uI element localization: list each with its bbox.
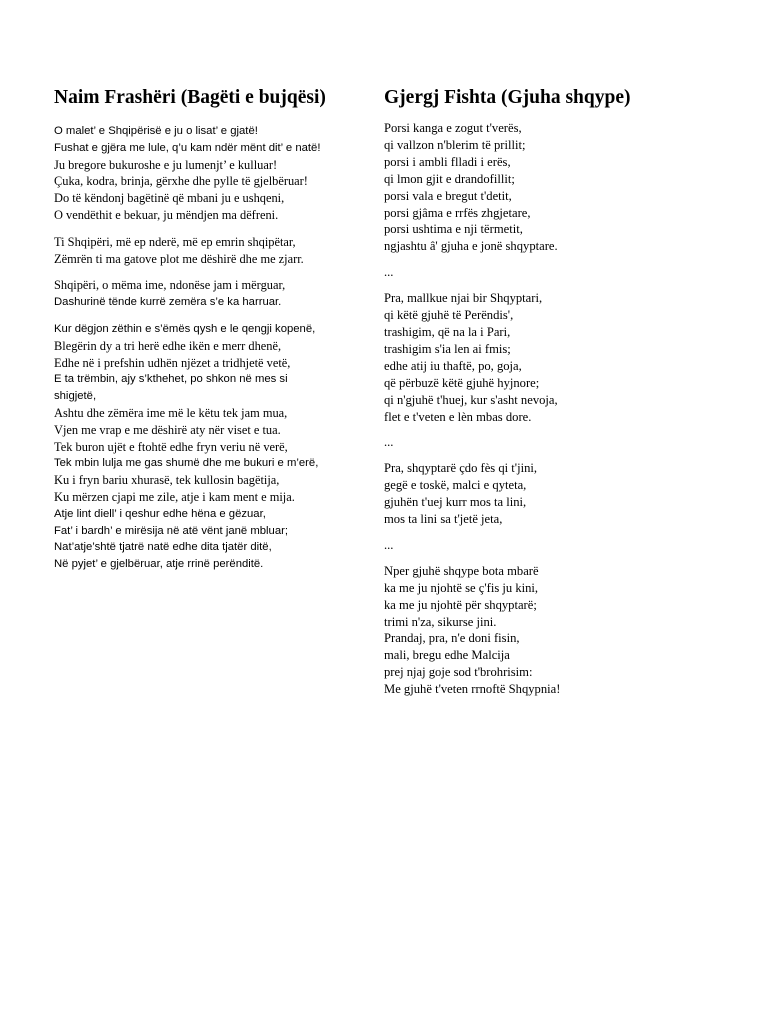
verse-line: Zëmrën ti ma gatove plot me dëshirë dhe me zjarr.: [54, 251, 304, 266]
verse-line: Çuka, kodra, brinja, gërxhe dhe pylle të gjelbëruar!: [54, 174, 308, 189]
verse-line: porsi vala e bregut t'detit,: [384, 188, 512, 203]
verse-line: ngjashtu â' gjuha e jonë shqyptare.: [384, 239, 558, 254]
poem-gjergj-fishta: [384, 86, 724, 707]
stanza: [384, 264, 724, 281]
verse-line: Dashurinë tënde kurrë zemëra s’e ka harruar.: [54, 296, 282, 309]
verse-line: Nper gjuhë shqype bota mbarë: [384, 563, 539, 578]
poem-title: Naim Frashëri (Bagëti e bujqësi): [54, 87, 326, 108]
verse-line: qi këtë gjuhë të Perëndis',: [384, 308, 514, 323]
poem-naim-frasheri: [54, 86, 364, 583]
verse-line: O vendëthit e bekuar, ju mëndjen ma dëfreni.: [54, 207, 279, 222]
stanza: [384, 537, 724, 554]
verse-line: ...: [384, 537, 394, 552]
verse-line: O malet’ e Shqipërisë e ju o lisat’ e gjatë!: [54, 125, 258, 137]
stanza: [384, 290, 724, 425]
verse-line: flet e t'veten e lèn mbas dore.: [384, 409, 532, 424]
verse-line: Nat’atje’shtë tjatrë natë edhe dita tjatër ditë,: [54, 541, 272, 554]
poem-body: [54, 123, 364, 573]
verse-line: Ju bregore bukuroshe e ju lumenjt’ e kulluar!: [54, 157, 278, 172]
verse-line: mali, bregu edhe Malcija: [384, 648, 510, 663]
verse-line: Kur dëgjon zëthin e s’ëmës qysh e le qengji kopenë,: [54, 322, 316, 335]
stanza: [54, 234, 364, 268]
stanza: [54, 123, 364, 224]
verse-line: qi n'gjuhë t'huej, kur s'asht nevoja,: [384, 392, 558, 407]
verse-line: ...: [384, 265, 394, 280]
verse-line: Pra, shqyptarë çdo fès qi t'jini,: [384, 461, 538, 476]
verse-line: Ti Shqipëri, më ep nderë, më ep emrin shqipëtar,: [54, 234, 296, 249]
verse-line: porsi ushtima e nji tërmetit,: [384, 222, 523, 237]
stanza: [384, 434, 724, 451]
verse-line: qi vallzon n'blerim të prillit;: [384, 137, 526, 152]
verse-line: porsi gjâma e rrfës zhgjetare,: [384, 205, 531, 220]
verse-line: trashigim, që na la i Pari,: [384, 324, 511, 339]
verse-line: gjuhën t'uej kurr mos ta lini,: [384, 495, 527, 510]
verse-line: Ku i fryn bariu xhurasë, tek kullosin bagëtija,: [54, 473, 280, 488]
verse-line: trimi n'za, sikurse jini.: [384, 614, 497, 629]
verse-line: Shqipëri, o mëma ime, ndonëse jam i mërguar,: [54, 278, 286, 293]
verse-line: Prandaj, pra, n'e doni fisin,: [384, 631, 520, 646]
verse-line: Atje lint diell’ i qeshur edhe hëna e gëzuar,: [54, 507, 266, 520]
stanza: [54, 277, 364, 311]
verse-line: prej njaj goje sod t'brohrisim:: [384, 665, 533, 680]
stanza: [54, 321, 364, 573]
verse-line: gegë e toskë, malci e qyteta,: [384, 478, 527, 493]
verse-line: porsi i ambli flladi i erës,: [384, 154, 511, 169]
stanza: [384, 120, 724, 255]
stanza: [384, 563, 724, 698]
verse-line: që përbuzë këtë gjuhë hyjnore;: [384, 375, 540, 390]
poem-title: Gjergj Fishta (Gjuha shqype): [384, 87, 631, 108]
verse-line: Porsi kanga e zogut t'verës,: [384, 121, 522, 135]
verse-line: mos ta lini sa t'jetë jeta,: [384, 512, 503, 527]
verse-line: Fushat e gjëra me lule, q’u kam ndër mënt dit’ e natë!: [54, 141, 321, 154]
verse-line: ...: [384, 435, 394, 450]
verse-line: Tek buron ujët e ftohtë edhe fryn veriu në verë,: [54, 439, 288, 454]
verse-line: shigjetë,: [54, 390, 97, 403]
verse-line: qi lmon gjit e drandofillit;: [384, 171, 515, 186]
verse-line: Edhe në i prefshin udhën njëzet a tridhjetë vetë,: [54, 355, 291, 370]
verse-line: Ashtu dhe zëmëra ime më le këtu tek jam mua,: [54, 405, 288, 420]
verse-line: ka me ju njohtë për shqyptarë;: [384, 597, 537, 612]
verse-line: Pra, mallkue njai bir Shqyptari,: [384, 291, 543, 306]
poem-body: [384, 120, 724, 698]
verse-line: E ta trëmbin, ajy s’kthehet, po shkon në mes si: [54, 373, 288, 386]
verse-line: Fat’ i bardh’ e mirësija në atë vënt janë mbluar;: [54, 524, 289, 537]
verse-line: Me gjuhë t'veten rrnoftë Shqypnia!: [384, 682, 561, 697]
verse-line: edhe atij iu thaftë, po, goja,: [384, 358, 522, 373]
verse-line: trashigim s'ia len ai fmis;: [384, 341, 511, 356]
stanza: [384, 460, 724, 528]
verse-line: Ku mërzen cjapi me zile, atje i kam ment e mija.: [54, 489, 295, 504]
verse-line: Vjen me vrap e me dëshirë aty nër viset e tua.: [54, 422, 281, 437]
verse-line: Në pyjet’ e gjelbëruar, atje rrinë perënditë.: [54, 558, 264, 571]
verse-line: Tek mbin lulja me gas shumë dhe me bukuri e m’erë,: [54, 457, 319, 470]
verse-line: Blegërin dy a tri herë edhe ikën e merr dhenë,: [54, 338, 282, 353]
verse-line: Do të këndonj bagëtinë që mbani ju e ushqeni,: [54, 191, 285, 206]
verse-line: ka me ju njohtë se ç'fis ju kini,: [384, 580, 539, 595]
